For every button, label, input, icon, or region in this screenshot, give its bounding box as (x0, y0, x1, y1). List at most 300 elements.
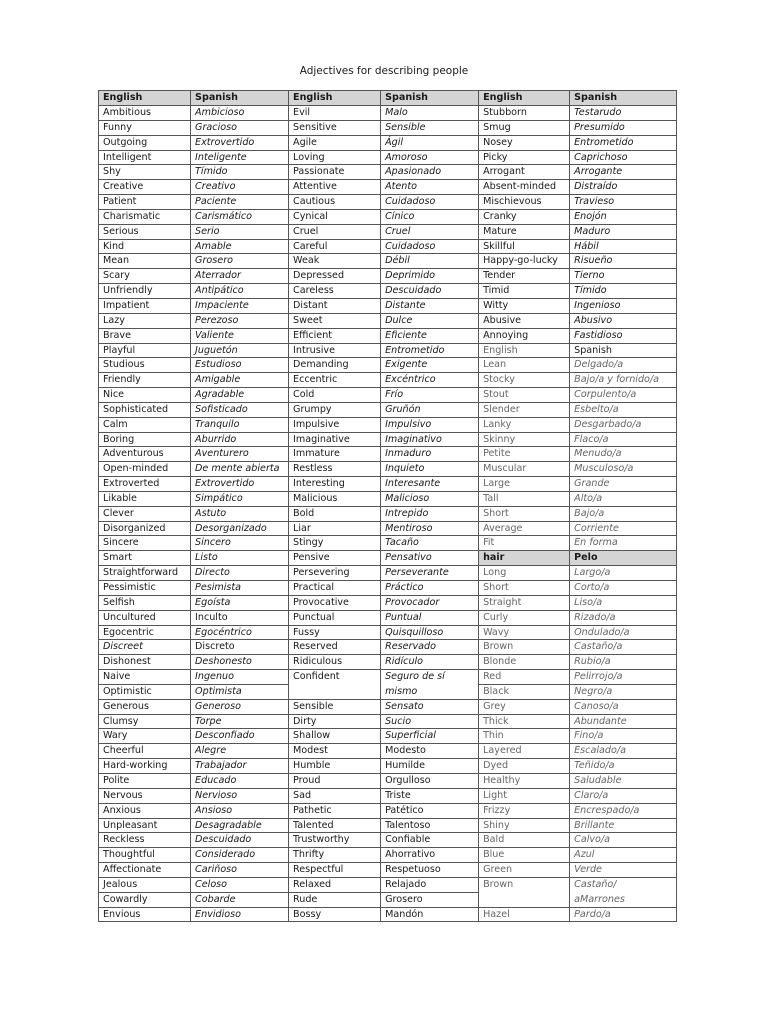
col5-cell: Mischievous (479, 195, 569, 210)
col4-cell: Gruñón (381, 403, 478, 418)
col5-cell: Skinny (479, 433, 569, 448)
col6-cell: Fino/a (570, 729, 676, 744)
col4-cell: Cruel (381, 225, 478, 240)
col4-cell: Distante (381, 299, 478, 314)
col5-cell: Green (479, 863, 569, 878)
col6-cell: Esbelto/a (570, 403, 676, 418)
col3-cell: Impulsive (289, 418, 380, 433)
col4-cell: Excéntrico (381, 373, 478, 388)
col2-cell: Educado (191, 774, 288, 789)
col5-cell: Timid (479, 284, 569, 299)
col2-cell: Ingenuo (191, 670, 288, 685)
col5-cell: Abusive (479, 314, 569, 329)
col5-cell: Stubborn (479, 106, 569, 121)
col2-cell: Alegre (191, 744, 288, 759)
document-title: Adjectives for describing people (299, 65, 469, 77)
col3-cell: Weak (289, 254, 380, 269)
col3-cell: Careless (289, 284, 380, 299)
col1-cell: Shy (99, 165, 190, 180)
col3-cell: Sad (289, 789, 380, 804)
col4-cell: Práctico (381, 581, 478, 596)
col2-cell: Listo (191, 551, 288, 566)
col4-cell: Frío (381, 388, 478, 403)
col3-cell: Eccentric (289, 373, 380, 388)
col2-cell: Tímido (191, 165, 288, 180)
col1-cell: Patient (99, 195, 190, 210)
column-english-2 (289, 91, 381, 922)
col1-cell: Funny (99, 121, 190, 136)
col2-cell: Descuidado (191, 833, 288, 848)
col5-cell: hair (479, 551, 569, 566)
col3-cell: Demanding (289, 358, 380, 373)
col6-cell: Pardo/a (570, 908, 676, 923)
col1-cell: Likable (99, 492, 190, 507)
col1-cell: Straightforward (99, 566, 190, 581)
col4-cell: Débil (381, 254, 478, 269)
col5-cell: Shiny (479, 819, 569, 834)
column-spanish-3 (570, 91, 677, 922)
col5-cell: Picky (479, 151, 569, 166)
col6-cell: Presumido (570, 121, 676, 136)
col3-cell: Attentive (289, 180, 380, 195)
col5-cell: Absent-minded (479, 180, 569, 195)
col4-cell: Confiable (381, 833, 478, 848)
col1-cell: Scary (99, 269, 190, 284)
col6-cell: Verde (570, 863, 676, 878)
col4-cell: Malo (381, 106, 478, 121)
col1-cell: Sophisticated (99, 403, 190, 418)
col1-cell: Serious (99, 225, 190, 240)
col4-cell: Cuidadoso (381, 240, 478, 255)
col5-cell: Thick (479, 715, 569, 730)
col5-cell: Witty (479, 299, 569, 314)
col6-cell: Castaño/ (574, 878, 617, 890)
col5-cell: Short (479, 581, 569, 596)
col4-cell: Ágil (381, 136, 478, 151)
col4-cell: Triste (381, 789, 478, 804)
col4-cell: Seguro de sí (385, 671, 445, 683)
col5-cell: Muscular (479, 462, 569, 477)
col3-cell: Persevering (289, 566, 380, 581)
col1-cell: Nervous (99, 789, 190, 804)
col2-cell: Aventurero (191, 447, 288, 462)
col6-cell: Abusivo (570, 314, 676, 329)
col1-cell: Creative (99, 180, 190, 195)
col3-cell: Cold (289, 388, 380, 403)
col1-cell: Cheerful (99, 744, 190, 759)
col4-cell: Humilde (381, 759, 478, 774)
col4-cell: Relajado (381, 878, 478, 893)
col3-cell: Cautious (289, 195, 380, 210)
col4-cell: Malicioso (381, 492, 478, 507)
col2-cell: Cobarde (191, 893, 288, 908)
col1-cell: Disorganized (99, 522, 190, 537)
col6-cell: Claro/a (570, 789, 676, 804)
col6-cell: Tímido (570, 284, 676, 299)
col2-cell: Simpático (191, 492, 288, 507)
col5-cell: Skillful (479, 240, 569, 255)
col1-cell: Impatient (99, 299, 190, 314)
col5-cell: Wavy (479, 626, 569, 641)
col3-cell: Sensitive (289, 121, 380, 136)
column-spanish-2 (381, 91, 479, 922)
col2-cell: Inculto (191, 611, 288, 626)
col5-cell: Mature (479, 225, 569, 240)
col2-cell: Optimista (191, 685, 288, 700)
col2-cell: Egocéntrico (191, 626, 288, 641)
col2-cell: Envidioso (191, 908, 288, 923)
col1-cell: Intelligent (99, 151, 190, 166)
col3-cell: Intrusive (289, 344, 380, 359)
col1-cell: Ambitious (99, 106, 190, 121)
col4-cell: Mentiroso (381, 522, 478, 537)
col5-cell: Smug (479, 121, 569, 136)
col1-cell: Envious (99, 908, 190, 923)
col3-cell: Talented (289, 819, 380, 834)
col3-cell: Humble (289, 759, 380, 774)
col3-cell: Agile (289, 136, 380, 151)
col4-cell: Puntual (381, 611, 478, 626)
col6-cell: Spanish (570, 344, 676, 359)
col2-cell: Carismático (191, 210, 288, 225)
col2-cell: De mente abierta (191, 462, 288, 477)
col4-cell: Exigente (381, 358, 478, 373)
col4-cell: Imaginativo (381, 433, 478, 448)
col5-cell: Straight (479, 596, 569, 611)
col5-cell: Tall (479, 492, 569, 507)
col4-cell: Inmaduro (381, 447, 478, 462)
col4-cell: Atento (381, 180, 478, 195)
col5-cell: Light (479, 789, 569, 804)
col5-cell: Brown (479, 878, 569, 908)
col1-cell: Optimistic (99, 685, 190, 700)
col6-cell: Liso/a (570, 596, 676, 611)
col2-cell: Paciente (191, 195, 288, 210)
col4-cell: Inquieto (381, 462, 478, 477)
col3-cell: Careful (289, 240, 380, 255)
col2-cell: Tranquilo (191, 418, 288, 433)
col1-cell: Unpleasant (99, 819, 190, 834)
col3-cell: Trustworthy (289, 833, 380, 848)
col2-cell: Torpe (191, 715, 288, 730)
col6-cell: Ingenioso (570, 299, 676, 314)
col5-cell: Lean (479, 358, 569, 373)
col6-cell: Arrogante (570, 165, 676, 180)
col4-cell: Cuidadoso (381, 195, 478, 210)
col1-cell: Calm (99, 418, 190, 433)
col5-cell: Frizzy (479, 804, 569, 819)
col5-cell: Slender (479, 403, 569, 418)
col3-cell: Sensible (289, 700, 380, 715)
header-spanish-3: Spanish (570, 91, 676, 106)
col5-cell: Curly (479, 611, 569, 626)
col5-cell: Cranky (479, 210, 569, 225)
col1-cell: Clumsy (99, 715, 190, 730)
col5-cell: Grey (479, 700, 569, 715)
header-spanish-2: Spanish (381, 91, 478, 106)
col6-cell: Encrespado/a (570, 804, 676, 819)
col1-cell: Thoughtful (99, 848, 190, 863)
col2-cell: Agradable (191, 388, 288, 403)
col2-cell: Amigable (191, 373, 288, 388)
col6-cell: aMarrones (570, 893, 676, 908)
col2-cell: Impaciente (191, 299, 288, 314)
col3-cell: Provocative (289, 596, 380, 611)
col5-cell: Large (479, 477, 569, 492)
col6-cell: Travieso (570, 195, 676, 210)
col5-cell: Blue (479, 848, 569, 863)
col3-cell: Liar (289, 522, 380, 537)
col6-cell: Grande (570, 477, 676, 492)
col1-cell: Lazy (99, 314, 190, 329)
column-english-3 (479, 91, 570, 922)
col1-cell: Clever (99, 507, 190, 522)
col1-cell: Kind (99, 240, 190, 255)
col4-cell: Modesto (381, 744, 478, 759)
col4-cell: Sensato (381, 700, 478, 715)
col1-cell: Cowardly (99, 893, 190, 908)
col5-cell: Stout (479, 388, 569, 403)
col6-cell: Bajo/a (570, 507, 676, 522)
col2-cell: Desconfiado (191, 729, 288, 744)
col3-cell: Thrifty (289, 848, 380, 863)
header-english-1: English (99, 91, 190, 106)
col2-cell: Ambicioso (191, 106, 288, 121)
col2-cell: Creativo (191, 180, 288, 195)
col6-cell: Castaño/a (570, 640, 676, 655)
col3-cell: Reserved (289, 640, 380, 655)
col6-cell: Delgado/a (570, 358, 676, 373)
col2-cell: Grosero (191, 254, 288, 269)
col5-cell: Blonde (479, 655, 569, 670)
col3-cell: Grumpy (289, 403, 380, 418)
col1-cell: Boring (99, 433, 190, 448)
col4-cell: Pensativo (381, 551, 478, 566)
col3-cell: Imaginative (289, 433, 380, 448)
col5-cell: Arrogant (479, 165, 569, 180)
col5-cell: Stocky (479, 373, 569, 388)
col1-cell: Charismatic (99, 210, 190, 225)
col6-cell: Negro/a (570, 685, 676, 700)
col2-cell: Sofisticado (191, 403, 288, 418)
col2-cell: Antipático (191, 284, 288, 299)
col1-cell: Anxious (99, 804, 190, 819)
col2-cell: Amable (191, 240, 288, 255)
col1-cell: Dishonest (99, 655, 190, 670)
col4-cell: Mandón (381, 908, 478, 923)
col6-cell: Largo/a (570, 566, 676, 581)
header-english-2: English (289, 91, 380, 106)
col6-cell: Hábil (570, 240, 676, 255)
col2-cell: Juguetón (191, 344, 288, 359)
col3-cell: Cruel (289, 225, 380, 240)
col6-cell: Distraído (570, 180, 676, 195)
col6-cell: Flaco/a (570, 433, 676, 448)
col3-cell: Distant (289, 299, 380, 314)
col4-cell: Impulsivo (381, 418, 478, 433)
col4-cell: Ridículo (381, 655, 478, 670)
col3-cell: Practical (289, 581, 380, 596)
col3-cell: Fussy (289, 626, 380, 641)
col2-cell: Directo (191, 566, 288, 581)
col3-cell: Evil (289, 106, 380, 121)
col3-cell: Ridiculous (289, 655, 380, 670)
col6-cell: En forma (570, 536, 676, 551)
col6-cell: Desgarbado/a (570, 418, 676, 433)
col3-cell: Sweet (289, 314, 380, 329)
col1-cell: Open-minded (99, 462, 190, 477)
col2-cell: Estudioso (191, 358, 288, 373)
col1-cell: Naive (99, 670, 190, 685)
col6-cell: Testarudo (570, 106, 676, 121)
col3-cell: Pensive (289, 551, 380, 566)
col1-cell: Jealous (99, 878, 190, 893)
col1-cell: Outgoing (99, 136, 190, 151)
col3-cell: Depressed (289, 269, 380, 284)
col6-cell: Menudo/a (570, 447, 676, 462)
col4-cell: Quisquilloso (381, 626, 478, 641)
col5-cell: Petite (479, 447, 569, 462)
col6-cell: Bajo/a y fornido/a (570, 373, 676, 388)
col2-cell: Egoísta (191, 596, 288, 611)
col5-cell: Short (479, 507, 569, 522)
col5-cell: Red (479, 670, 569, 685)
col5-cell: Lanky (479, 418, 569, 433)
col1-cell: Adventurous (99, 447, 190, 462)
col4-cell: Ahorrativo (381, 848, 478, 863)
col3-cell: Pathetic (289, 804, 380, 819)
col3-cell: Restless (289, 462, 380, 477)
col3-cell: Shallow (289, 729, 380, 744)
col6-cell: Rizado/a (570, 611, 676, 626)
col3-cell: Modest (289, 744, 380, 759)
col2-cell: Aburrido (191, 433, 288, 448)
col4-cell: Talentoso (381, 819, 478, 834)
col2-cell: Aterrador (191, 269, 288, 284)
col6-cell: Rubio/a (570, 655, 676, 670)
col3-cell: Dirty (289, 715, 380, 730)
col5-cell: Happy-go-lucky (479, 254, 569, 269)
col6-cell: Pelo (570, 551, 676, 566)
col2-cell: Desagradable (191, 819, 288, 834)
col2-cell: Pesimista (191, 581, 288, 596)
col1-cell: Generous (99, 700, 190, 715)
col4-cell: Cínico (381, 210, 478, 225)
col1-cell: Friendly (99, 373, 190, 388)
col5-cell: Long (479, 566, 569, 581)
col1-cell: Nice (99, 388, 190, 403)
col5-cell: Thin (479, 729, 569, 744)
col3-cell: Malicious (289, 492, 380, 507)
col4-cell: Perseverante (381, 566, 478, 581)
col2-cell: Valiente (191, 329, 288, 344)
col2-cell: Extrovertido (191, 477, 288, 492)
col3-cell: Passionate (289, 165, 380, 180)
col2-cell: Perezoso (191, 314, 288, 329)
column-spanish-1 (191, 91, 289, 922)
col6-cell: Risueño (570, 254, 676, 269)
col6-cell: Corriente (570, 522, 676, 537)
col4-cell: Grosero (381, 893, 478, 908)
col2-cell: Celoso (191, 878, 288, 893)
col4-cell: Apasionado (381, 165, 478, 180)
col6-cell: Corto/a (570, 581, 676, 596)
column-english-1 (99, 91, 191, 922)
col4-cell: Dulce (381, 314, 478, 329)
col2-cell: Deshonesto (191, 655, 288, 670)
col3-cell: Rude (289, 893, 380, 908)
col3-cell: Immature (289, 447, 380, 462)
col6-cell: Musculoso/a (570, 462, 676, 477)
col6-cell: Teñido/a (570, 759, 676, 774)
col4-cell: Orgulloso (381, 774, 478, 789)
col3-cell: Interesting (289, 477, 380, 492)
col1-cell: Studious (99, 358, 190, 373)
col1-cell: Mean (99, 254, 190, 269)
col3-cell: Relaxed (289, 878, 380, 893)
col1-cell: Reckless (99, 833, 190, 848)
col6-cell: Pelirrojo/a (570, 670, 676, 685)
col4-cell: Tacaño (381, 536, 478, 551)
col4-cell: Sucio (381, 715, 478, 730)
col6-cell: Corpulento/a (570, 388, 676, 403)
col3-cell: Efficient (289, 329, 380, 344)
col5-cell: Fit (479, 536, 569, 551)
col6-cell: Enojón (570, 210, 676, 225)
col6-cell: Tierno (570, 269, 676, 284)
col4-cell: Respetuoso (381, 863, 478, 878)
header-spanish-1: Spanish (191, 91, 288, 106)
col1-cell: Egocentric (99, 626, 190, 641)
col2-cell: Considerado (191, 848, 288, 863)
col1-cell: Wary (99, 729, 190, 744)
col4-cell: Patético (381, 804, 478, 819)
col2-cell: Inteligente (191, 151, 288, 166)
col6-cell: Azul (570, 848, 676, 863)
col1-cell: Playful (99, 344, 190, 359)
col3-cell: Confident (289, 670, 380, 700)
col4-cell: Reservado (381, 640, 478, 655)
col1-cell: Smart (99, 551, 190, 566)
col1-cell: Hard-working (99, 759, 190, 774)
col1-cell: Pessimistic (99, 581, 190, 596)
col1-cell: Affectionate (99, 863, 190, 878)
col5-cell: English (479, 344, 569, 359)
col3-cell: Bossy (289, 908, 380, 923)
col5-cell: Layered (479, 744, 569, 759)
col5-cell: Healthy (479, 774, 569, 789)
col5-cell: Average (479, 522, 569, 537)
col3-cell: Cynical (289, 210, 380, 225)
col6-cell: Fastidioso (570, 329, 676, 344)
col3-cell: Respectful (289, 863, 380, 878)
col2-cell: Gracioso (191, 121, 288, 136)
col2-cell: Extrovertido (191, 136, 288, 151)
col4-cell: Interesante (381, 477, 478, 492)
col6-cell: Alto/a (570, 492, 676, 507)
col1-cell: Selfish (99, 596, 190, 611)
col5-cell: Black (479, 685, 569, 700)
col4-cell: Amoroso (381, 151, 478, 166)
col2-cell: Astuto (191, 507, 288, 522)
col2-cell: Cariñoso (191, 863, 288, 878)
col3-cell: Loving (289, 151, 380, 166)
col2-cell: Desorganizado (191, 522, 288, 537)
col6-cell: Ondulado/a (570, 626, 676, 641)
col2-cell: Serio (191, 225, 288, 240)
col2-cell: Sincero (191, 536, 288, 551)
col3-cell: Stingy (289, 536, 380, 551)
